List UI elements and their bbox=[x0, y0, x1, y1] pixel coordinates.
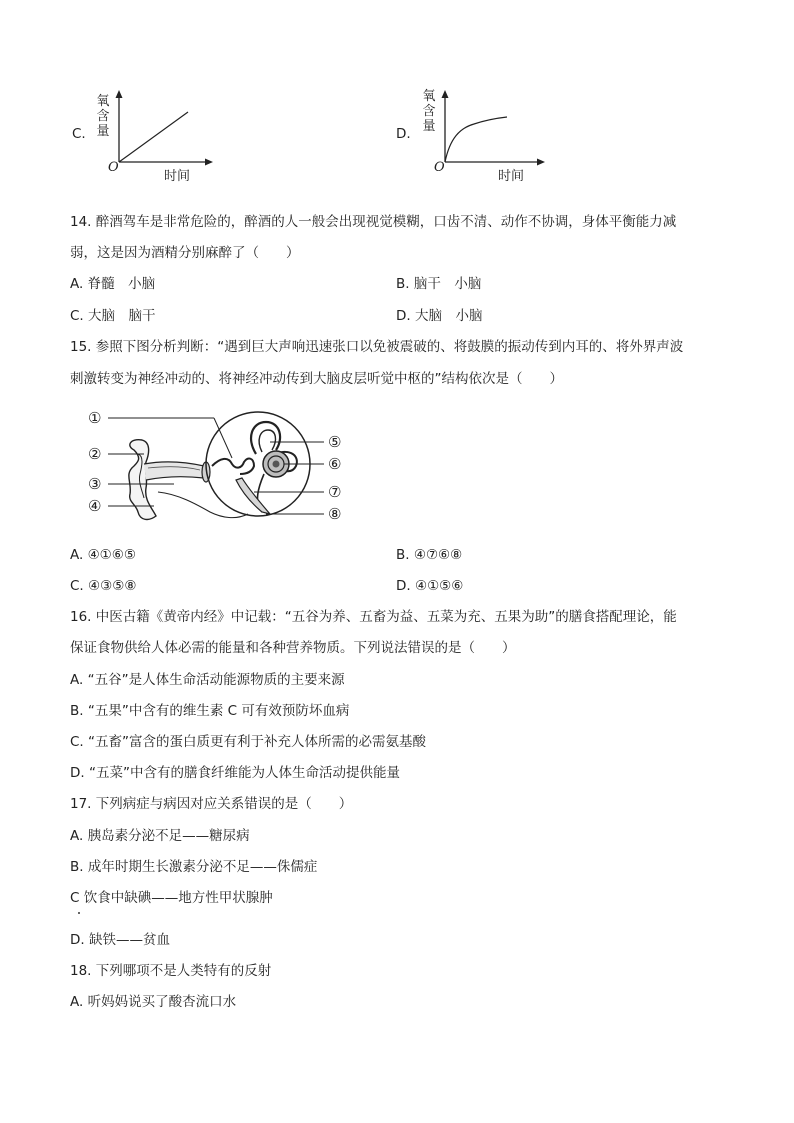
q17-option-c: C 饮食中缺碘——地方性甲状腺肿 bbox=[70, 890, 273, 906]
graph-c-origin: O bbox=[108, 160, 119, 175]
leader-1b bbox=[214, 418, 232, 458]
q16-option-c: C. “五畜”富含的蛋白质更有利于补充人体所需的必需氨基酸 bbox=[70, 734, 426, 750]
graph-d-y-arrow bbox=[442, 90, 449, 98]
q15-option-a: A. ④①⑥⑤ bbox=[70, 547, 136, 563]
auricle-shape bbox=[129, 440, 156, 520]
ear-canal-shape bbox=[144, 462, 204, 480]
q15-option-d: D. ④①⑤⑥ bbox=[396, 578, 464, 594]
graph-c bbox=[68, 88, 218, 188]
graph-c-curve bbox=[119, 112, 188, 162]
q15-option-b: B. ④⑦⑥⑧ bbox=[396, 547, 463, 563]
ear-label-1: ① bbox=[88, 409, 102, 427]
ear-label-5: ⑤ bbox=[328, 433, 342, 451]
cochlea-inner bbox=[273, 461, 280, 468]
stray-dot bbox=[78, 912, 80, 914]
q17-option-d: D. 缺铁——贫血 bbox=[70, 932, 170, 948]
q14-option-a: A. 脊髓 小脑 bbox=[70, 276, 156, 292]
graph-c-plot bbox=[68, 88, 218, 188]
q16-stem-line1: 16. 中医古籍《黄帝内经》中记载：“五谷为养、五畜为益、五菜为充、五果为助”的膳食搭配理论，能 bbox=[70, 609, 677, 625]
q17-option-b: B. 成年时期生长激素分泌不足——侏儒症 bbox=[70, 859, 318, 875]
q15-stem-line1: 15. 参照下图分析判断：“遇到巨大声响迅速张口以免被震破的、将鼓膜的振动传到内耳的、将外界声波 bbox=[70, 339, 684, 355]
q18-stem: 18. 下列哪项不是人类特有的反射 bbox=[70, 963, 272, 979]
ear-label-3: ③ bbox=[88, 475, 102, 493]
temporal-bone bbox=[158, 492, 248, 518]
q16-option-b: B. “五果”中含有的维生素 C 可有效预防坏血病 bbox=[70, 703, 350, 719]
ear-label-2: ② bbox=[88, 445, 102, 463]
ear-diagram bbox=[86, 408, 356, 528]
semicircular-canal-2 bbox=[259, 430, 275, 452]
graph-d-x-arrow bbox=[537, 159, 545, 166]
graph-d-xlabel: 时间 bbox=[498, 169, 525, 184]
q17-stem: 17. 下列病症与病因对应关系错误的是（ ） bbox=[70, 796, 353, 812]
q17-option-a: A. 胰岛素分泌不足——糖尿病 bbox=[70, 828, 250, 844]
graph-d-origin: O bbox=[434, 160, 445, 175]
graph-d-option-label: D. bbox=[396, 126, 411, 142]
graph-d bbox=[394, 88, 554, 188]
ear-label-6: ⑥ bbox=[328, 455, 342, 473]
graph-c-ylabel-3: 量 bbox=[96, 124, 110, 139]
q15-stem-line2: 刺激转变为神经冲动的、将神经冲动传到大脑皮层听觉中枢的”结构依次是（ ） bbox=[70, 371, 563, 387]
q16-option-a: A. “五谷”是人体生命活动能源物质的主要来源 bbox=[70, 672, 345, 688]
eustachian-tube bbox=[236, 478, 270, 514]
ear-label-4: ④ bbox=[88, 497, 102, 515]
graph-d-ylabel-1: 氧 bbox=[422, 89, 436, 104]
graph-c-ylabel-2: 含 bbox=[96, 109, 110, 124]
graph-d-plot bbox=[394, 88, 554, 188]
q15-option-c: C. ④③⑤⑧ bbox=[70, 578, 137, 594]
q16-stem-line2: 保证食物供给人体必需的能量和各种营养物质。下列说法错误的是（ ） bbox=[70, 640, 516, 656]
graph-d-curve bbox=[445, 117, 507, 162]
graph-c-option-label: C. bbox=[72, 126, 86, 142]
ear-label-8: ⑧ bbox=[328, 505, 342, 523]
graph-c-xlabel: 时间 bbox=[164, 169, 191, 184]
ear-diagram-drawing bbox=[86, 408, 356, 528]
q14-option-b: B. 脑干 小脑 bbox=[396, 276, 482, 292]
graph-c-x-arrow bbox=[205, 159, 213, 166]
ossicles-shape bbox=[212, 459, 254, 474]
graph-d-ylabel-3: 量 bbox=[422, 119, 436, 134]
ear-label-7: ⑦ bbox=[328, 483, 342, 501]
q16-option-d: D. “五菜”中含有的膳食纤维能为人体生命活动提供能量 bbox=[70, 765, 400, 781]
graph-d-ylabel-2: 含 bbox=[422, 104, 436, 119]
graph-c-ylabel-1: 氧 bbox=[96, 94, 110, 109]
q14-option-d: D. 大脑 小脑 bbox=[396, 308, 483, 324]
q14-stem-line2: 弱，这是因为酒精分别麻醉了（ ） bbox=[70, 245, 300, 261]
q14-option-c: C. 大脑 脑干 bbox=[70, 308, 156, 324]
graph-c-y-arrow bbox=[116, 90, 123, 98]
q14-stem-line1: 14. 醉酒驾车是非常危险的，醉酒的人一般会出现视觉模糊，口齿不清、动作不协调，身体平衡能力减 bbox=[70, 214, 677, 230]
q18-option-a: A. 听妈妈说买了酸杏流口水 bbox=[70, 994, 237, 1010]
